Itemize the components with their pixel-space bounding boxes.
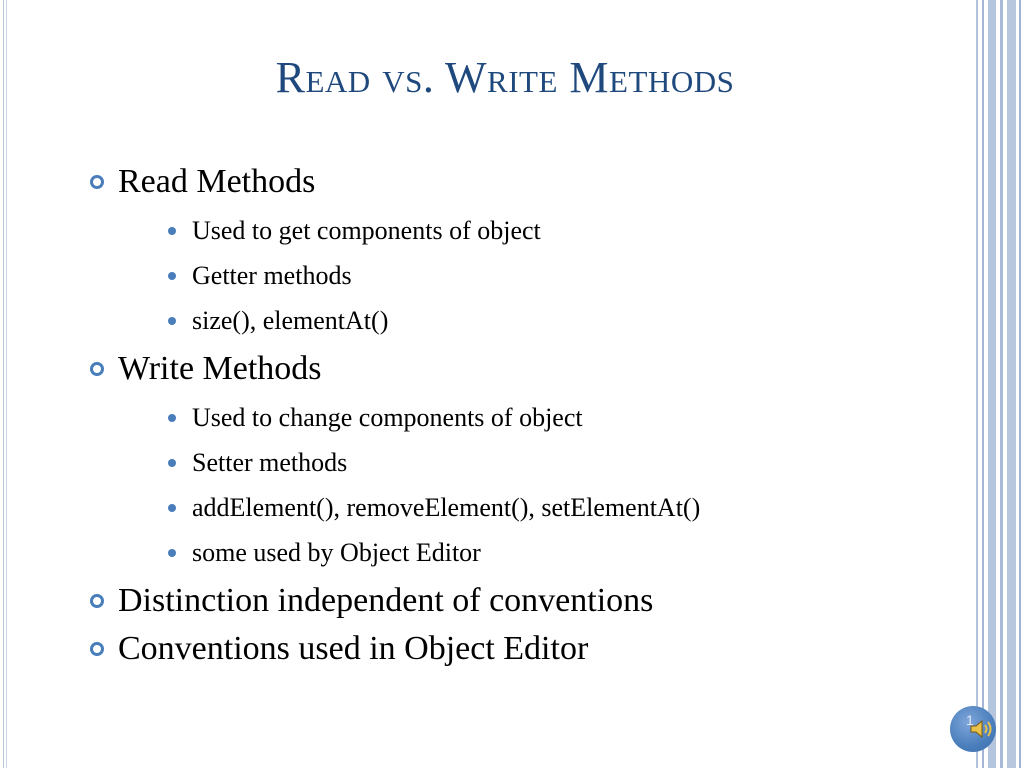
bullet-circle-icon: [90, 362, 104, 376]
sub-bullet-text: addElement(), removeElement(), setElementAt(): [192, 493, 701, 522]
dot-icon: [168, 504, 176, 512]
dot-icon: [168, 317, 176, 325]
bullet-text: Write Methods: [118, 350, 322, 387]
bullet-text: Distinction independent of conventions: [118, 582, 654, 619]
sub-bullet-text: size(), elementAt(): [192, 306, 389, 335]
bullet-circle-icon: [90, 175, 104, 189]
bullet-item: [86, 577, 966, 625]
left-decoration: [0, 0, 10, 768]
sub-bullet-item: [118, 253, 966, 298]
sub-bullet-text: some used by Object Editor: [192, 538, 481, 567]
sub-bullet-item: [118, 395, 966, 440]
sub-bullet-item: [118, 485, 966, 530]
right-decoration: [976, 0, 1024, 768]
bullet-circle-icon: [90, 642, 104, 656]
sub-bullet-list: [118, 395, 966, 575]
page-number: 1: [966, 712, 974, 728]
dot-icon: [168, 549, 176, 557]
dot-icon: [168, 272, 176, 280]
bullet-circle-icon: [90, 594, 104, 608]
sub-bullet-item: [118, 208, 966, 253]
bullet-item: [86, 158, 966, 343]
sub-bullet-text: Setter methods: [192, 448, 348, 477]
bullet-text: Read Methods: [118, 163, 316, 200]
slide-title: Read vs. Write Methods: [275, 53, 735, 102]
bullet-text: Conventions used in Object Editor: [118, 630, 589, 667]
speaker-icon[interactable]: [969, 718, 995, 740]
dot-icon: [168, 459, 176, 467]
dot-icon: [168, 414, 176, 422]
sub-bullet-item: [118, 440, 966, 485]
sub-bullet-list: [118, 208, 966, 343]
bullet-list: [86, 158, 966, 673]
sub-bullet-text: Used to get components of object: [192, 216, 541, 245]
dot-icon: [168, 227, 176, 235]
sub-bullet-item: [118, 530, 966, 575]
sub-bullet-text: Getter methods: [192, 261, 352, 290]
sub-bullet-text: Used to change components of object: [192, 403, 583, 432]
bullet-item: [86, 345, 966, 575]
bullet-item: [86, 625, 966, 673]
sub-bullet-item: [118, 298, 966, 343]
